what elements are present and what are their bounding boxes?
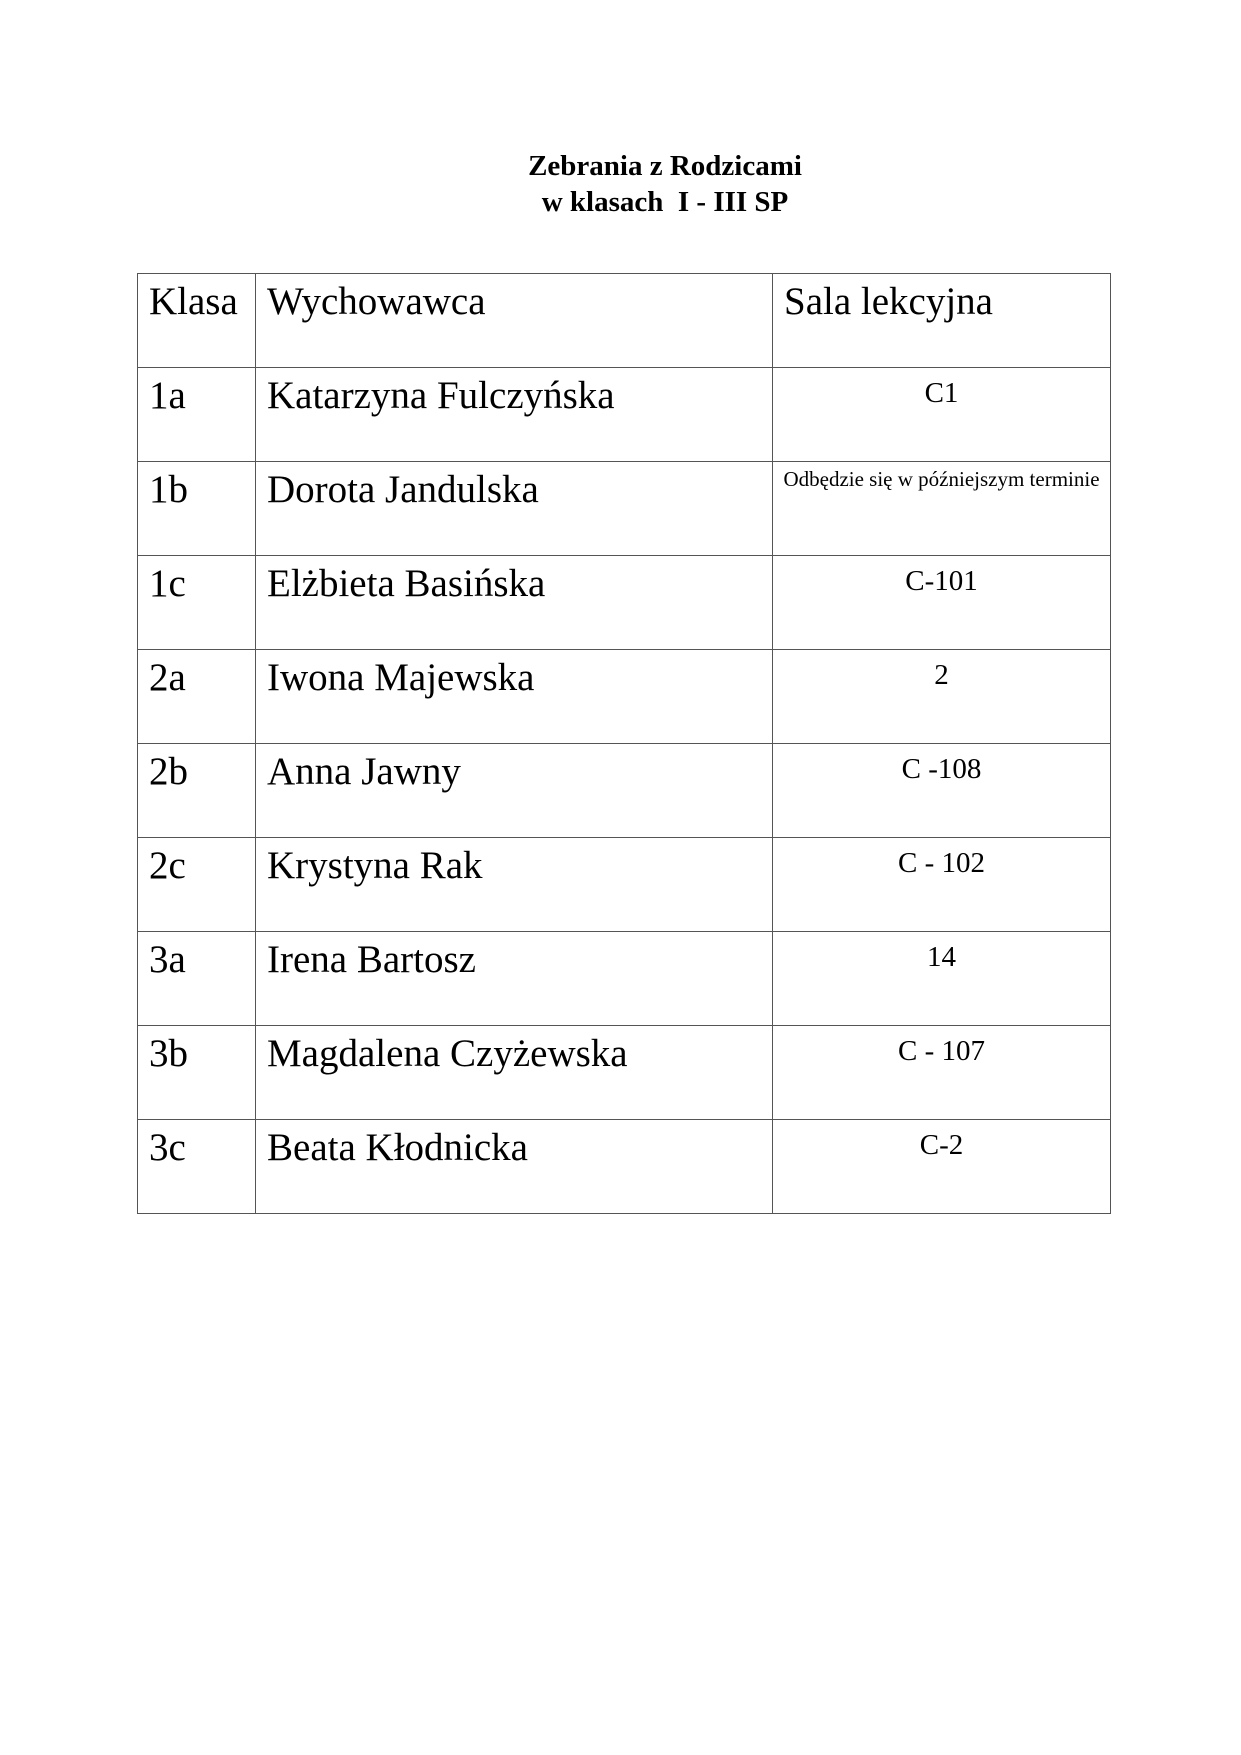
teacher-cell: Dorota Jandulska bbox=[256, 462, 773, 556]
class-cell: 2a bbox=[138, 650, 256, 744]
class-cell: 3a bbox=[138, 932, 256, 1026]
room-cell: C - 107 bbox=[773, 1026, 1111, 1120]
class-cell: 2b bbox=[138, 744, 256, 838]
teacher-cell: Elżbieta Basińska bbox=[256, 556, 773, 650]
class-cell: 3c bbox=[138, 1120, 256, 1214]
room-cell: C - 102 bbox=[773, 838, 1111, 932]
title-line-1: Zebrania z Rodzicami bbox=[528, 150, 802, 182]
table-header-row bbox=[138, 274, 1111, 368]
class-cell: 3b bbox=[138, 1026, 256, 1120]
room-cell: 2 bbox=[773, 650, 1111, 744]
table-row bbox=[138, 838, 1111, 932]
table-row bbox=[138, 744, 1111, 838]
table-row bbox=[138, 1120, 1111, 1214]
table-row bbox=[138, 556, 1111, 650]
table-row bbox=[138, 1026, 1111, 1120]
teacher-cell: Krystyna Rak bbox=[256, 838, 773, 932]
teacher-cell: Katarzyna Fulczyńska bbox=[256, 368, 773, 462]
room-cell: 14 bbox=[773, 932, 1111, 1026]
room-cell: C-101 bbox=[773, 556, 1111, 650]
teacher-cell: Beata Kłodnicka bbox=[256, 1120, 773, 1214]
class-cell: 1c bbox=[138, 556, 256, 650]
teacher-cell: Irena Bartosz bbox=[256, 932, 773, 1026]
header-klasa: Klasa bbox=[138, 274, 256, 368]
class-cell: 1b bbox=[138, 462, 256, 556]
header-wychowawca: Wychowawca bbox=[256, 274, 773, 368]
teacher-cell: Magdalena Czyżewska bbox=[256, 1026, 773, 1120]
document-title bbox=[0, 148, 1241, 220]
title-line-2: w klasach I - III SP bbox=[541, 186, 789, 218]
table-row bbox=[138, 368, 1111, 462]
header-sala: Sala lekcyjna bbox=[773, 274, 1111, 368]
class-cell: 1a bbox=[138, 368, 256, 462]
teacher-cell: Iwona Majewska bbox=[256, 650, 773, 744]
room-cell: C-2 bbox=[773, 1120, 1111, 1214]
table-row bbox=[138, 462, 1111, 556]
teacher-cell: Anna Jawny bbox=[256, 744, 773, 838]
table-row bbox=[138, 932, 1111, 1026]
room-cell: C -108 bbox=[773, 744, 1111, 838]
meeting-schedule-table bbox=[137, 273, 1111, 1214]
room-cell: Odbędzie się w późniejszym terminie bbox=[773, 462, 1111, 556]
table-row bbox=[138, 650, 1111, 744]
room-cell: C1 bbox=[773, 368, 1111, 462]
class-cell: 2c bbox=[138, 838, 256, 932]
